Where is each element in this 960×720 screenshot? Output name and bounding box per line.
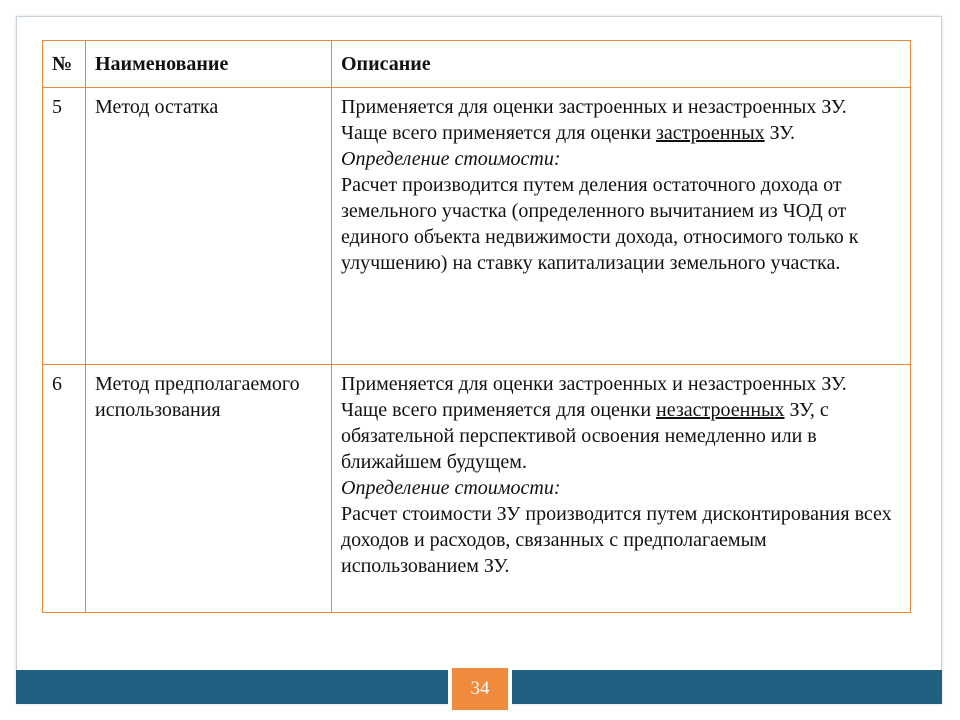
header-number: № [43, 41, 86, 88]
desc-valuation-text: Расчет производится путем деления остаточного дохода от земельного участка (определенного вычитанием из ЧОД от единого объекта недвижимости дохода, относимого только к улучшению) на ставку капитализации земельного участка. [341, 174, 859, 274]
desc-usage-suffix: ЗУ. [764, 122, 796, 144]
table-header-row [43, 41, 911, 88]
row-number: 5 [43, 88, 86, 365]
row-description [332, 365, 911, 613]
desc-valuation-heading: Определение стоимости: [341, 148, 561, 170]
desc-usage-emphasis: застроенных [656, 122, 765, 144]
desc-usage [341, 397, 902, 475]
row-method-name: Метод остатка [86, 88, 332, 365]
table-row [43, 365, 911, 613]
desc-applicability: Применяется для оценки застроенных и незастроенных ЗУ. [341, 96, 847, 118]
desc-usage [341, 120, 902, 146]
row-description [332, 88, 911, 365]
row-method-name: Метод предполагаемого использования [86, 365, 332, 613]
page-number-badge [448, 664, 512, 714]
desc-usage-prefix: Чаще всего применяется для оценки [341, 399, 657, 421]
desc-usage-emphasis: незастроенных [656, 399, 785, 421]
desc-usage-prefix: Чаще всего применяется для оценки [341, 122, 657, 144]
header-description: Описание [332, 41, 911, 88]
desc-valuation-text: Расчет стоимости ЗУ производится путем дисконтирования всех доходов и расходов, связанных с предполагаемым использованием ЗУ. [341, 503, 892, 577]
desc-valuation-heading: Определение стоимости: [341, 477, 561, 499]
desc-applicability: Применяется для оценки застроенных и незастроенных ЗУ. [341, 373, 847, 395]
header-name: Наименование [86, 41, 332, 88]
methods-table [42, 40, 911, 613]
desc-usage-suffix: ЗУ, с обязательной перспективой освоения немедленно или в ближайшем будущем. [341, 399, 829, 473]
page-number: 34 [452, 668, 508, 710]
table-row [43, 88, 911, 365]
row-number: 6 [43, 365, 86, 613]
